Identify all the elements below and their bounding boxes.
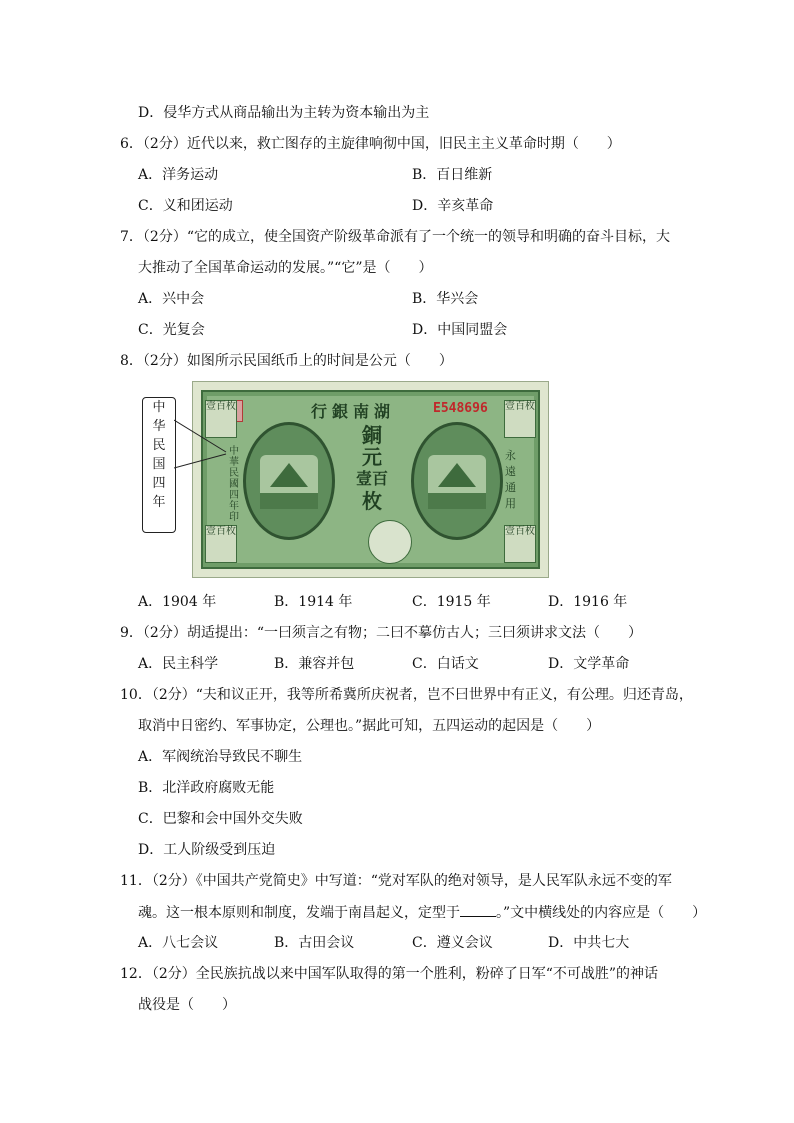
q7-stem-line2: 大推动了全国革命运动的发展。”“它”是（ ）: [138, 260, 433, 276]
banknote-image: [192, 381, 549, 578]
q10-stem-line1: 10．（2分）“夫和议正开，我等所希冀所庆祝者，岂不曰世界中有正义，有公理。归还青岛，: [120, 687, 693, 703]
banknote-corner-tl: 壹百枚: [205, 400, 237, 438]
q6-option-c: C．义和团运动: [138, 198, 233, 214]
banknote-center-seal: [368, 520, 412, 564]
q6-option-a: A．洋务运动: [138, 167, 219, 183]
q6-option-d: D．辛亥革命: [412, 198, 494, 214]
banknote-corner-br: 壹百枚: [504, 525, 536, 563]
q10-option-b: B．北洋政府腐败无能: [138, 780, 275, 796]
q7-option-a: A．兴中会: [138, 291, 205, 307]
q12-stem-line1: 12．（2分）全民族抗战以来中国军队取得的第一个胜利，粉碎了日军“不可战胜”的神话: [120, 966, 659, 982]
banknote-right-vignette: [411, 422, 503, 540]
banknote-title: 行銀南湖: [311, 402, 396, 421]
q9-option-a: A．民主科学: [138, 656, 219, 672]
q11-option-c: C．遵义会议: [412, 935, 493, 951]
banknote-serial: E548696: [433, 401, 488, 416]
banknote-corner-bl: 壹百枚: [205, 525, 237, 563]
q7-option-d: D．中国同盟会: [412, 322, 508, 338]
q8-option-b: B．1914 年: [274, 594, 353, 610]
q9-option-c: C．白话文: [412, 656, 479, 672]
q6-option-b: B．百日维新: [412, 167, 493, 183]
q8-option-c: C．1915 年: [412, 594, 491, 610]
q9-stem: 9．（2分）胡适提出：“一曰须言之有物；二曰不摹仿古人；三曰须讲求文法（ ）: [120, 625, 642, 641]
q9-option-b: B．兼容并包: [274, 656, 355, 672]
q10-option-c: C．巴黎和会中国外交失败: [138, 811, 303, 827]
q7-option-b: B．华兴会: [412, 291, 479, 307]
q8-stem: 8．（2分）如图所示民国纸币上的时间是公元（ ）: [120, 353, 453, 369]
q7-stem-line1: 7．（2分）“它的成立，使全国资产阶级革命派有了一个统一的领导和明确的奋斗目标，大: [120, 229, 670, 245]
answer-blank: [460, 902, 496, 917]
q8-option-a: A．1904 年: [138, 594, 217, 610]
callout-pointer-lines: [174, 410, 234, 490]
banknote-corner-tr: 壹百枚: [504, 400, 536, 438]
q5-option-d: D．侵华方式从商品输出为主转为资本输出为主: [138, 105, 430, 121]
banknote-right-text: 永遠通用: [505, 449, 516, 510]
q11-option-d: D．中共七大: [548, 935, 630, 951]
q10-option-d: D．工人阶级受到压迫: [138, 842, 276, 858]
banknote-date-text: 中華民國四年印: [229, 446, 239, 523]
q11-stem-line2: 魂。这一根本原则和制度，发端于南昌起义，定型于 。”文中横线处的内容应是（ ）: [138, 902, 706, 923]
q9-option-d: D．文学革命: [548, 656, 630, 672]
q10-option-a: A．军阀统治导致民不聊生: [138, 749, 303, 765]
q8-option-d: D．1916 年: [548, 594, 628, 610]
q11-stem-line1: 11．（2分）《中国共产党简史》中写道：“党对军队的绝对领导，是人民军队永远不变的军: [120, 873, 672, 889]
q11-option-b: B．古田会议: [274, 935, 355, 951]
q12-stem-line2: 战役是（ ）: [138, 997, 236, 1013]
q10-stem-line2: 取消中日密约、军事协定，公理也。”据此可知，五四运动的起因是（ ）: [138, 718, 601, 734]
banknote-denomination: 銅 元 壹百 枚: [355, 423, 388, 513]
date-callout-box: 中 华 民 国 四 年: [142, 397, 176, 533]
q7-option-c: C．光复会: [138, 322, 205, 338]
banknote-left-vignette: [243, 422, 335, 540]
q11-option-a: A．八七会议: [138, 935, 219, 951]
q6-stem: 6．（2分）近代以来，救亡图存的主旋律响彻中国，旧民主主义革命时期（ ）: [120, 136, 621, 152]
